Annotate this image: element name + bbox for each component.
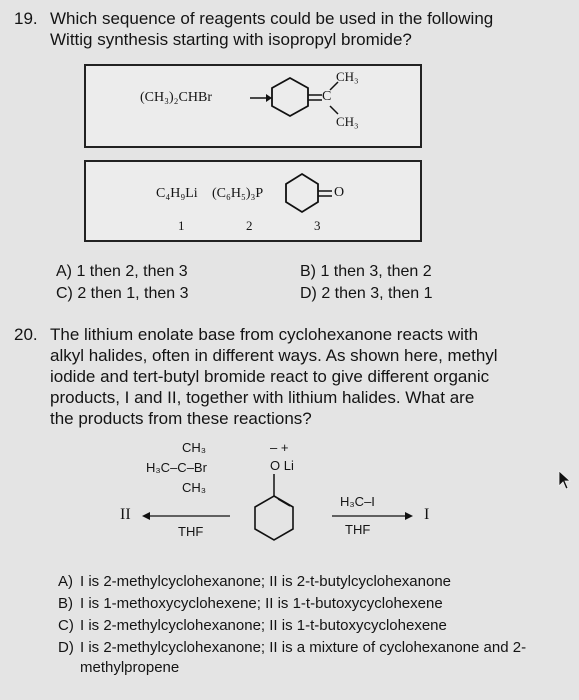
tbu-bottom-methyl: CH₃	[182, 480, 207, 495]
tbu-bromide: H₃C–C–Br	[146, 460, 207, 475]
methyl-iodide: H₃C–I	[340, 494, 375, 509]
answer-letter: C)	[58, 617, 74, 634]
q20-answer-c[interactable]	[58, 616, 568, 636]
answer-letter: B)	[58, 595, 73, 612]
question-20-line1: The lithium enolate base from cyclohexanone reacts with	[50, 325, 479, 344]
q20-answer-a[interactable]	[58, 572, 568, 592]
product-ii-label: II	[120, 506, 131, 523]
reagent-number-1: 1	[178, 218, 185, 233]
q20-answer-d[interactable]	[58, 638, 568, 680]
answer-letter: A)	[58, 573, 73, 590]
reagent-number-2: 2	[246, 218, 253, 233]
product-top-methyl: CH₃	[336, 69, 359, 84]
product-bottom-methyl: CH₃	[336, 114, 359, 129]
right-solvent-thf: THF	[345, 522, 371, 537]
q19-option-d[interactable]: D) 2 then 3, then 1	[300, 285, 433, 302]
question-20-line3: iodide and tert-butyl bromide react to give different organic	[50, 367, 490, 386]
reactant-isopropyl-bromide: (CH₃)₂CHBr	[140, 90, 212, 105]
reagent-butyllithium: C₄H₉Li	[156, 186, 198, 201]
answer-letter: D)	[58, 639, 74, 656]
q19-option-c[interactable]: C) 2 then 1, then 3	[56, 285, 189, 302]
enolate-o-li: O Li	[270, 458, 294, 473]
reagent-number-3: 3	[314, 218, 321, 233]
question-20-line5: the products from these reactions?	[50, 409, 312, 428]
question-19-number: 19.	[14, 9, 38, 28]
left-solvent-thf: THF	[178, 524, 204, 539]
answer-text: I is 2-methylcyclohexanone; II is 2-t-butylcyclohexanone	[80, 573, 452, 590]
answer-text: I is 2-methylcyclohexanone; II is 1-t-butoxycyclohexene	[80, 617, 447, 634]
q19-option-b[interactable]: B) 1 then 3, then 2	[300, 263, 432, 280]
answer-text: I is 2-methylcyclohexanone; II is a mixture of cyclohexanone and 2-methylpropene	[80, 639, 527, 676]
mouse-cursor-icon	[558, 470, 572, 490]
enolate-charges: – +	[270, 440, 289, 455]
question-19-text-line2: Wittig synthesis starting with isopropyl bromide?	[50, 30, 412, 49]
q20-answer-b[interactable]	[58, 594, 568, 614]
ketone-oxygen: O	[334, 185, 345, 200]
tbu-top-methyl: CH₃	[182, 440, 207, 455]
answer-text: I is 1-methoxycyclohexene; II is 1-t-butoxycyclohexene	[80, 595, 443, 612]
reagent-triphenylphosphine: (C₆H₅)₃P	[212, 186, 264, 201]
q19-option-a[interactable]: A) 1 then 2, then 3	[56, 263, 188, 280]
question-20-number: 20.	[14, 325, 38, 344]
question-20-line2: alkyl halides, often in different ways. As shown here, methyl	[50, 346, 498, 365]
product-i-label: I	[424, 506, 430, 523]
q20-answers	[58, 572, 568, 692]
question-19-text-line1: Which sequence of reagents could be used in the following	[50, 9, 494, 28]
question-20-line4: products, I and II, together with lithium halides. What are	[50, 388, 475, 407]
product-carbon: C	[322, 89, 332, 104]
